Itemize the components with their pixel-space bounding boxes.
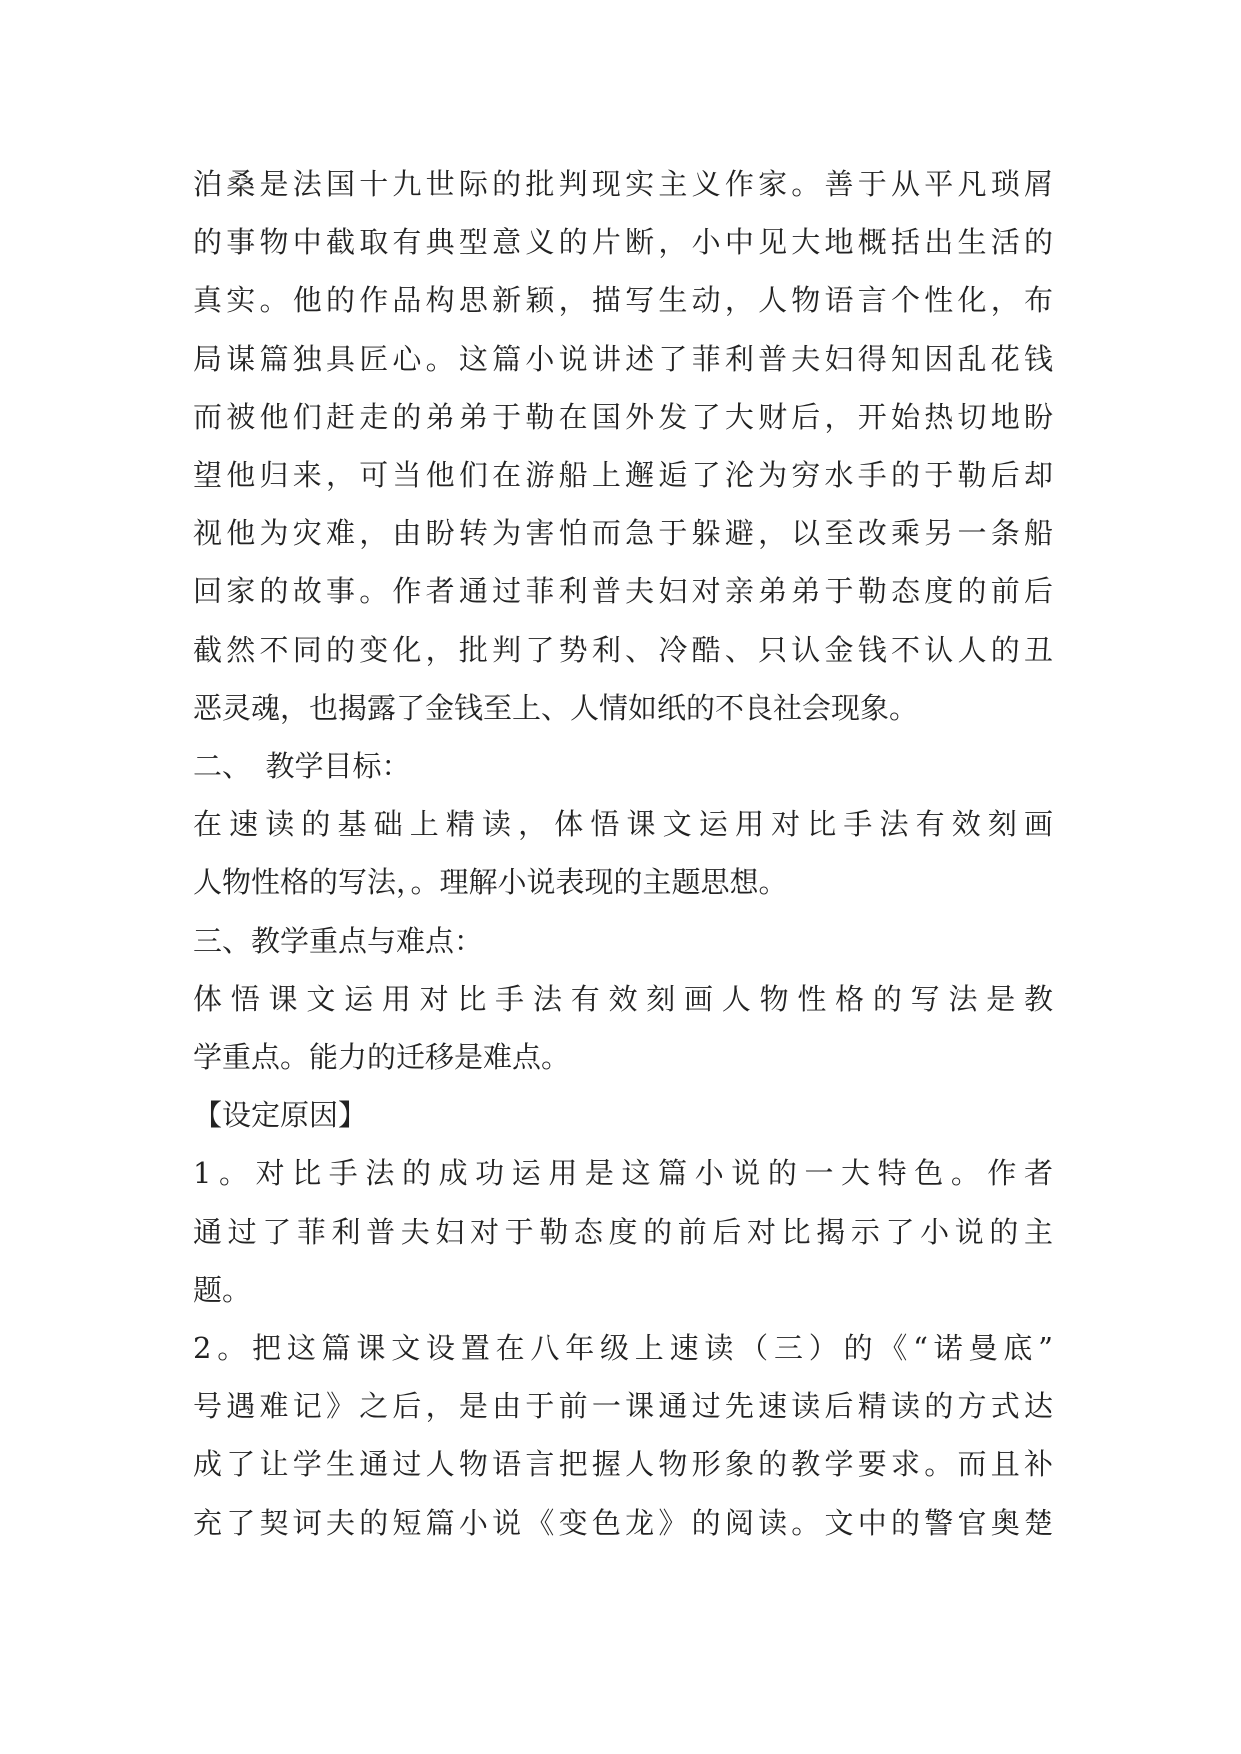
reason-2-line-1: 2。把这篇课文设置在八年级上速读（三）的《“诺曼底” — [193, 1331, 1053, 1366]
goals-line-2: 人物性格的写法，。理解小说表现的主题思想。 — [193, 865, 788, 900]
intro-line-2: 的事物中截取有典型意义的片断，小中见大地概括出生活的 — [193, 225, 1053, 260]
intro-line-5: 而被他们赶走的弟弟于勒在国外发了大财后，开始热切地盼 — [193, 399, 1053, 434]
reason-1-line-2: 通过了菲利普夫妇对于勒态度的前后对比揭示了小说的主 — [193, 1214, 1053, 1249]
intro-line-8: 回家的故事。作者通过菲利普夫妇对亲弟弟于勒态度的前后 — [193, 574, 1053, 609]
intro-line-10: 恶灵魂，也揭露了金钱至上、人情如纸的不良社会现象。 — [193, 690, 919, 725]
intro-line-6: 望他归来，可当他们在游船上邂逅了沦为穷水手的于勒后却 — [193, 458, 1053, 493]
reason-2-line-2: 号遇难记》之后，是由于前一课通过先速读后精读的方式达 — [193, 1389, 1053, 1424]
intro-line-7: 视他为灾难，由盼转为害怕而急于躲避，以至改乘另一条船 — [193, 516, 1053, 551]
intro-line-3: 真实。他的作品构思新颖，描写生动，人物语言个性化，布 — [193, 283, 1053, 318]
focus-line-2: 学重点。能力的迁移是难点。 — [193, 1040, 571, 1075]
reason-1-line-1: 1。对比手法的成功运用是这篇小说的一大特色。作者 — [193, 1156, 1053, 1191]
reason-2-line-4: 充了契诃夫的短篇小说《变色龙》的阅读。文中的警官奥楚 — [193, 1505, 1053, 1540]
reason-1-line-3: 题。 — [193, 1272, 252, 1307]
intro-line-4: 局谋篇独具匠心。这篇小说讲述了菲利普夫妇得知因乱花钱 — [193, 341, 1053, 376]
section-heading-focus: 三、教学重点与难点： — [193, 923, 484, 958]
document-body — [193, 155, 1053, 1552]
section-heading-goals: 二、 教学目标： — [193, 749, 411, 784]
section-heading-reason: 【设定原因】 — [193, 1098, 368, 1133]
reason-2-line-3: 成了让学生通过人物语言把握人物形象的教学要求。而且补 — [193, 1447, 1053, 1482]
focus-line-1: 体悟课文运用对比手法有效刻画人物性格的写法是教 — [193, 981, 1053, 1016]
goals-line-1: 在速读的基础上精读，体悟课文运用对比手法有效刻画 — [193, 807, 1053, 842]
intro-line-9: 截然不同的变化，批判了势利、冷酷、只认金钱不认人的丑 — [193, 632, 1053, 667]
intro-line-1: 泊桑是法国十九世际的批判现实主义作家。善于从平凡琐屑 — [193, 167, 1053, 201]
